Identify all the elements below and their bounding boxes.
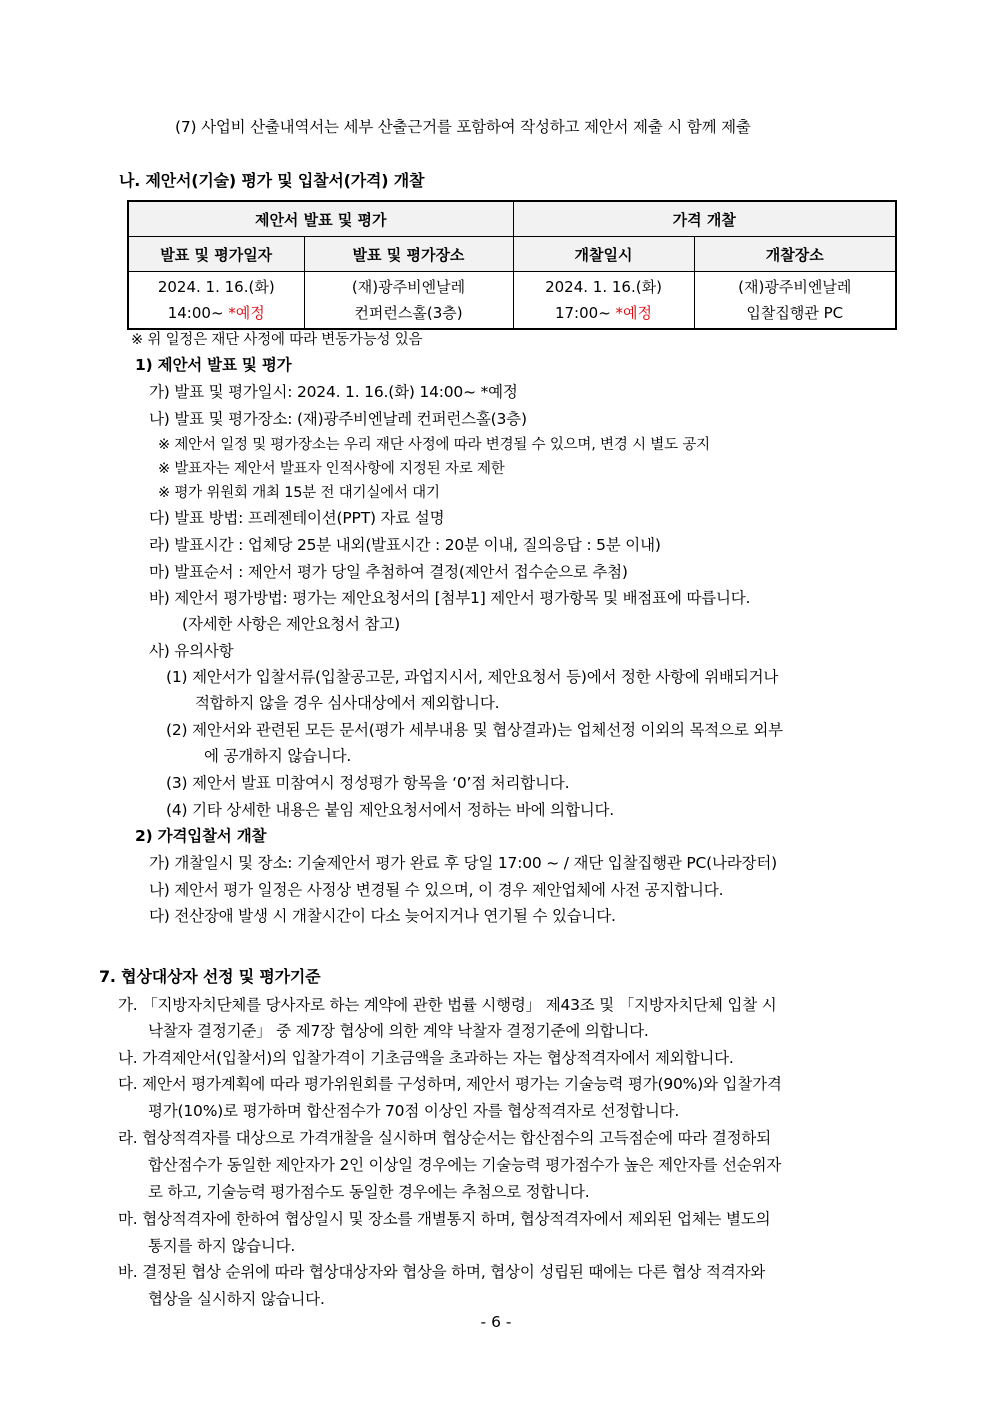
item-sa-1: 사) 유의사항: [149, 642, 234, 660]
s7-item-ga-cont: 낙찰자 결정기준」 중 제7장 협상에 의한 계약 낙찰자 결정기준에 의합니다.: [148, 1022, 649, 1040]
caution-2: (2) 제안서와 관련된 모든 문서(평가 세부내용 및 협상결과)는 업체선정 이외의 목적으로 외부: [166, 721, 783, 739]
section-heading-na: 나. 제안서(기술) 평가 및 입찰서(가격) 개찰: [119, 171, 425, 190]
item-ga-1: 가) 발표 및 평가일시: 2024. 1. 16.(화) 14:00~ *예정: [149, 383, 518, 401]
s7-item-ra-cont2: 로 하고, 기술능력 평가점수도 동일한 경우에는 추첨으로 정합니다.: [148, 1183, 590, 1201]
col-header-open-date: 개찰일시: [513, 237, 694, 272]
schedule-table: [127, 200, 897, 330]
item-da-1: 다) 발표 방법: 프레젠테이션(PPT) 자료 설명: [149, 509, 445, 527]
item-ra-1: 라) 발표시간 : 업체당 25분 내외(발표시간 : 20분 이내, 질의응답 : 5분 이내): [149, 536, 661, 554]
open-place-line2: 입찰집행관 PC: [746, 304, 844, 322]
eval-date: 2024. 1. 16.(화): [157, 278, 275, 296]
cell-open-place: [694, 272, 896, 330]
cell-eval-place: [304, 272, 513, 330]
cell-open-datetime: [513, 272, 694, 330]
sub-item-7: (7) 사업비 산출내역서는 세부 산출근거를 포함하여 작성하고 제안서 제출 시 함께 제출: [175, 118, 751, 136]
eval-time: 14:00~: [167, 304, 224, 322]
group-header-price-opening: 가격 개찰: [513, 201, 896, 237]
item-ba-1-cont: (자세한 사항은 제안요청서 참고): [182, 615, 400, 633]
subsection-2-heading: 2) 가격입찰서 개찰: [135, 827, 267, 845]
open-time: 17:00~: [554, 304, 611, 322]
s7-item-ba: 바. 결정된 협상 순위에 따라 협상대상자와 협상을 하며, 협상이 성립된 때에는 다른 협상 적격자와: [118, 1263, 766, 1281]
item-da-2: 다) 전산장애 발생 시 개찰시간이 다소 늦어지거나 연기될 수 있습니다.: [149, 907, 616, 925]
open-place-line1: (재)광주비엔날레: [738, 278, 852, 296]
caution-1: (1) 제안서가 입찰서류(입찰공고문, 과업지시서, 제안요청서 등)에서 정한 사항에 위배되거나: [166, 668, 779, 686]
note-schedule-change: ※ 제안서 일정 및 평가장소는 우리 재단 사정에 따라 변경될 수 있으며, 변경 시 별도 공지: [158, 437, 710, 453]
group-header-presentation: 제안서 발표 및 평가: [128, 201, 513, 237]
s7-item-ba-cont: 협상을 실시하지 않습니다.: [148, 1290, 325, 1308]
item-na-1: 나) 발표 및 평가장소: (재)광주비엔날레 컨퍼런스홀(3층): [149, 410, 527, 428]
note-presenter: ※ 발표자는 제안서 발표자 인적사항에 지정된 자로 제한: [158, 461, 505, 477]
caution-2-cont: 에 공개하지 않습니다.: [204, 747, 352, 765]
note-waiting-room: ※ 평가 위원회 개최 15분 전 대기실에서 대기: [158, 485, 440, 501]
item-ma-1: 마) 발표순서 : 제안서 평가 당일 추첨하여 결정(제안서 접수순으로 추첨): [149, 563, 628, 581]
caution-1-cont: 적합하지 않을 경우 심사대상에서 제외합니다.: [195, 694, 500, 712]
s7-item-da-cont: 평가(10%)로 평가하며 합산점수가 70점 이상인 자를 협상적격자로 선정합니다.: [148, 1102, 680, 1120]
item-na-2: 나) 제안서 평가 일정은 사정상 변경될 수 있으며, 이 경우 제안업체에 사전 공지합니다.: [149, 881, 724, 899]
page-number: - 6 -: [480, 1313, 512, 1331]
s7-item-ga: 가. 「지방자치단체를 당사자로 하는 계약에 관한 법률 시행령」 제43조 및 「지방자치단체 입찰 시: [118, 996, 777, 1014]
eval-note: *예정: [228, 304, 265, 322]
col-header-open-place: 개찰장소: [694, 237, 896, 272]
s7-item-ra-cont1: 합산점수가 동일한 제안자가 2인 이상일 경우에는 기술능력 평가점수가 높은 제안자를 선순위자: [148, 1156, 782, 1174]
open-date: 2024. 1. 16.(화): [545, 278, 662, 296]
s7-item-ma: 마. 협상적격자에 한하여 협상일시 및 장소를 개별통지 하며, 협상적격자에서 제외된 업체는 별도의: [118, 1210, 771, 1228]
item-ba-1: 바) 제안서 평가방법: 평가는 제안요청서의 [첨부1] 제안서 평가항목 및 배점표에 따릅니다.: [149, 589, 751, 607]
item-ga-2: 가) 개찰일시 및 장소: 기술제안서 평가 완료 후 당일 17:00 ~ / 재단 입찰집행관 PC(나라장터): [149, 854, 777, 872]
section-7-heading: 7. 협상대상자 선정 및 평가기준: [99, 967, 321, 986]
eval-place-line1: (재)광주비엔날레: [351, 278, 466, 296]
s7-item-da: 다. 제안서 평가계획에 따라 평가위원회를 구성하며, 제안서 평가는 기술능력 평가(90%)와 입찰가격: [118, 1075, 782, 1093]
col-header-eval-place: 발표 및 평가장소: [304, 237, 513, 272]
s7-item-ma-cont: 통지를 하지 않습니다.: [148, 1237, 296, 1255]
col-header-eval-date: 발표 및 평가일자: [128, 237, 304, 272]
cell-eval-datetime: [128, 272, 304, 330]
schedule-note: ※ 위 일정은 재단 사정에 따라 변동가능성 있음: [131, 332, 423, 348]
s7-item-ra: 라. 협상적격자를 대상으로 가격개찰을 실시하며 협상순서는 합산점수의 고득점순에 따라 결정하되: [118, 1129, 771, 1147]
subsection-1-heading: 1) 제안서 발표 및 평가: [135, 356, 292, 374]
caution-3: (3) 제안서 발표 미참여시 정성평가 항목을 ‘0’점 처리합니다.: [166, 774, 570, 792]
caution-4: (4) 기타 상세한 내용은 붙임 제안요청서에서 정하는 바에 의합니다.: [166, 801, 614, 819]
s7-item-na: 나. 가격제안서(입찰서)의 입찰가격이 기초금액을 초과하는 자는 협상적격자에서 제외합니다.: [118, 1049, 734, 1067]
open-note: *예정: [615, 304, 653, 322]
eval-place-line2: 컨퍼런스홀(3층): [354, 304, 463, 322]
